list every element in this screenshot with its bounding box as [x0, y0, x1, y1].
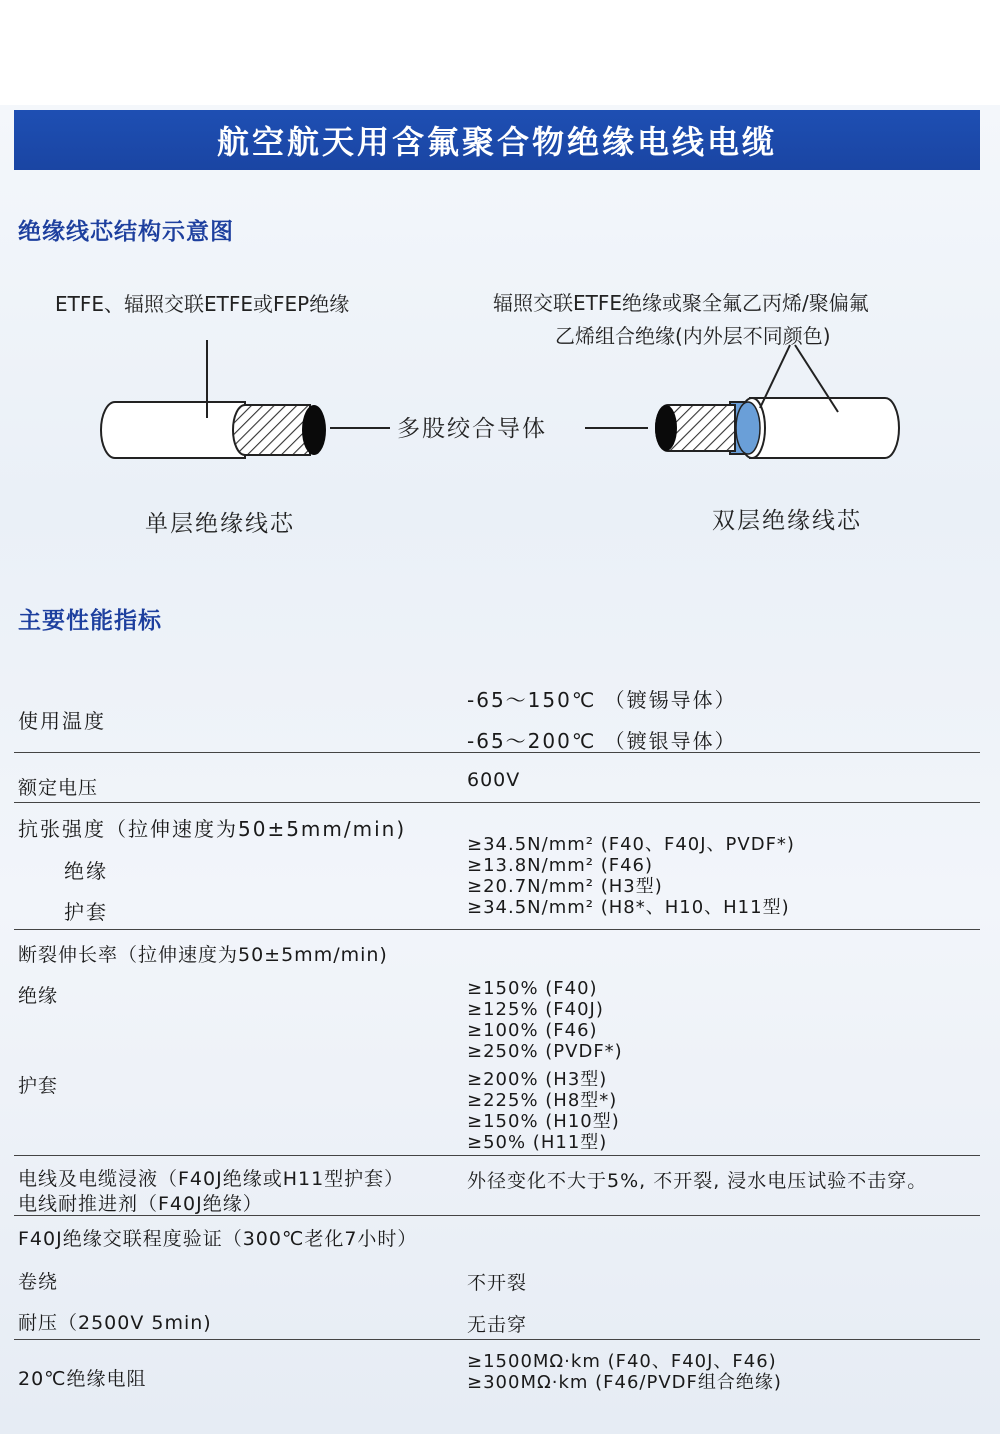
wire-diagram	[0, 0, 1000, 600]
winding-value: 不开裂	[467, 1272, 528, 1294]
tensile-value: ≥20.7N/mm² (H3型)	[467, 876, 663, 897]
conductor-end-right	[655, 405, 677, 451]
row-divider	[14, 752, 980, 753]
tensile-values	[467, 834, 795, 918]
row-divider	[14, 1155, 980, 1156]
voltage-value: 600V	[467, 769, 521, 791]
single-layer-caption: 单层绝缘线芯	[145, 511, 295, 537]
right-insulation-label-line1: 辐照交联ETFE绝缘或聚全氟乙丙烯/聚偏氟	[493, 291, 869, 315]
voltage-label: 额定电压	[18, 777, 99, 799]
tensile-value: ≥34.5N/mm² (H8*、H10、H11型)	[467, 897, 790, 918]
elongation-insulation-values	[467, 978, 623, 1062]
resistance-label: 20℃绝缘电阻	[18, 1368, 147, 1390]
elongation-jacket-value: ≥200% (H3型)	[467, 1069, 608, 1090]
temp-label: 使用温度	[18, 709, 106, 733]
elongation-insulation-value: ≥250% (PVDF*)	[467, 1041, 623, 1062]
tensile-label: 抗张强度（拉伸速度为50±5mm/min)	[18, 817, 407, 841]
elongation-insulation-value: ≥125% (F40J)	[467, 999, 604, 1020]
winding-label: 卷绕	[18, 1271, 59, 1293]
withstand-label: 耐压（2500V 5min)	[18, 1312, 212, 1334]
diagram-heading: 绝缘线芯结构示意图	[18, 219, 234, 245]
immersion-label-1: 电线及电缆浸液（F40J绝缘或H11型护套）	[18, 1168, 405, 1190]
elongation-insulation-value: ≥100% (F46)	[467, 1020, 598, 1041]
elongation-jacket-label: 护套	[18, 1075, 59, 1097]
resistance-values	[467, 1351, 782, 1393]
elongation-insulation-value: ≥150% (F40)	[467, 978, 598, 999]
tensile-jacket-label: 护套	[64, 900, 108, 924]
tensile-value: ≥13.8N/mm² (F46)	[467, 855, 653, 876]
tensile-value: ≥34.5N/mm² (F40、F40J、PVDF*)	[467, 834, 795, 855]
elongation-label: 断裂伸长率（拉伸速度为50±5mm/min)	[18, 944, 388, 966]
elongation-jacket-values	[467, 1069, 620, 1153]
row-divider	[14, 802, 980, 803]
conductor-end-left	[302, 405, 326, 455]
page-title: 航空航天用含氟聚合物绝缘电线电缆	[216, 123, 777, 161]
specs-heading: 主要性能指标	[18, 608, 162, 634]
row-divider	[14, 1339, 980, 1340]
crosslink-label: F40J绝缘交联程度验证（300℃老化7小时）	[18, 1228, 418, 1250]
elongation-jacket-value: ≥150% (H10型)	[467, 1111, 620, 1132]
temp-value-1: -65～150℃ （镀锡导体）	[467, 688, 737, 712]
tensile-insulation-label: 绝缘	[64, 859, 108, 883]
temp-value-2: -65～200℃ （镀银导体）	[467, 729, 737, 753]
right-insulation-label-line2: 乙烯组合绝缘(内外层不同颜色)	[555, 324, 831, 348]
row-divider	[14, 1215, 980, 1216]
left-insulation-label: ETFE、辐照交联ETFE或FEP绝缘	[55, 292, 350, 316]
conductor-label: 多股绞合导体	[397, 416, 547, 442]
elongation-insulation-label: 绝缘	[18, 985, 59, 1007]
resistance-value: ≥300MΩ·km (F46/PVDF组合绝缘)	[467, 1372, 782, 1393]
single-layer-wire	[101, 340, 390, 458]
row-divider	[14, 929, 980, 930]
immersion-label-2: 电线耐推进剂（F40J绝缘）	[18, 1193, 263, 1215]
elongation-jacket-value: ≥225% (H8型*)	[467, 1090, 618, 1111]
immersion-value: 外径变化不大于5%, 不开裂, 浸水电压试验不击穿。	[467, 1170, 928, 1192]
elongation-jacket-value: ≥50% (H11型)	[467, 1132, 608, 1153]
resistance-value: ≥1500MΩ·km (F40、F40J、F46)	[467, 1351, 777, 1372]
withstand-value: 无击穿	[467, 1314, 528, 1336]
double-layer-caption: 双层绝缘线芯	[712, 508, 862, 534]
double-layer-wire	[585, 345, 899, 458]
